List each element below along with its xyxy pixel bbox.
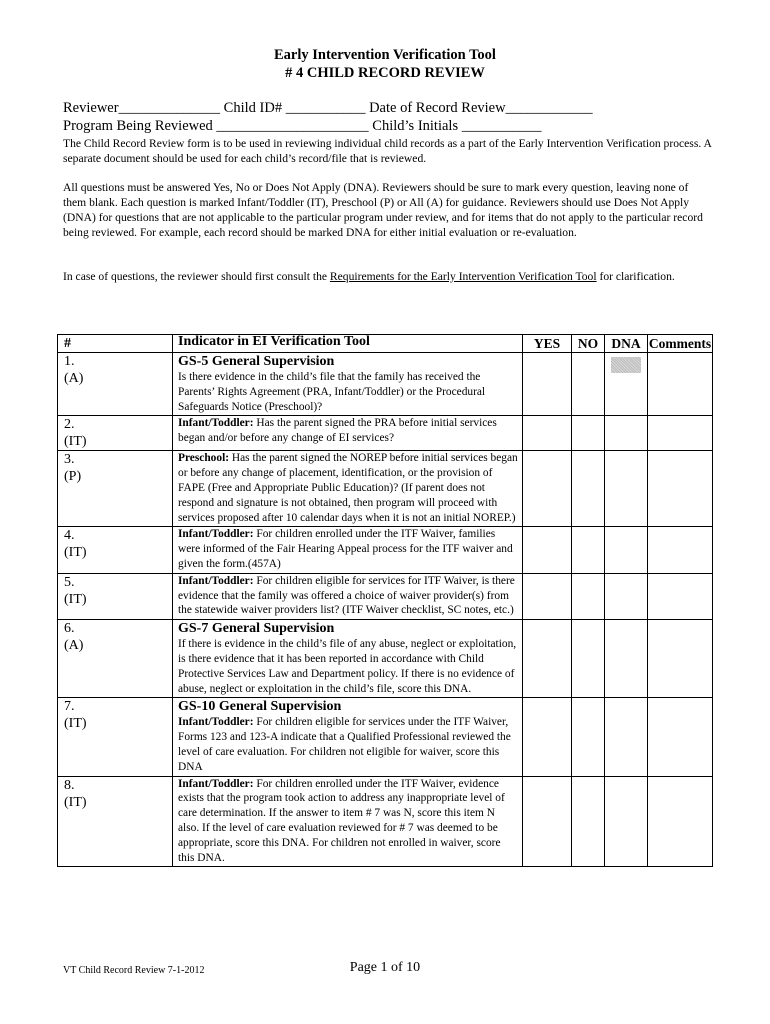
intro-paragraph-2: All questions must be answered Yes, No or Does Not Apply (DNA). Reviewers should be sure to mark every question, leaving none of them blank. Each question is marked Infant/Toddler (IT), Preschool (P) or All (A) for guidance. Reviewers should use Does Not Apply (DNA) for questions that are not applicable to the particular program under review, and for items that do not apply to the particular record being reviewed. For example, each record should be marked DNA for either initial evaluation or re-evaluation. [63,181,703,239]
no-answer-cell[interactable] [572,620,605,698]
indicator-cell [173,353,523,416]
yes-answer-cell[interactable] [523,451,572,527]
document-subtitle: # 4 CHILD RECORD REVIEW [285,65,485,81]
item-code: (IT) [64,434,87,450]
review-table [57,334,713,867]
indicator-cell [173,620,523,698]
indicator-text: For children eligible for services under the ITF Waiver, Forms 123 and 123-A indicate that a Qualified Professional reviewed the level of care evaluation. For children not eligible for waiver, score this DNA [178,716,511,773]
indicator-cell [173,527,523,573]
header-dna: DNA [605,335,648,353]
item-code: (P) [64,469,82,485]
comments-answer-cell[interactable] [648,620,713,698]
item-number-cell [58,353,173,416]
indicator-label: Infant/Toddler: [178,528,254,541]
item-number-cell [58,573,173,619]
comments-answer-cell[interactable] [648,451,713,527]
dna-answer-cell[interactable] [605,527,648,573]
dna-answer-cell[interactable] [605,573,648,619]
intro-paragraph-3 [63,269,713,284]
dna-answer-cell[interactable] [605,698,648,776]
header-yes: YES [523,335,572,353]
item-code: (IT) [64,716,87,732]
item-number: 8. [64,777,75,793]
no-answer-cell[interactable] [572,416,605,451]
intro-p3-text-after: for clarification. [596,270,675,283]
header-comments: Comments [648,336,712,351]
comments-answer-cell[interactable] [648,353,713,416]
dna-answer-cell[interactable] [605,620,648,698]
indicator-label: Infant/Toddler: [178,417,254,430]
intro-p3-text-before: In case of questions, the reviewer should first consult the [63,270,330,283]
indicator-text: Is there evidence in the child’s file that the family has received the Parents’ Rights Agreement (PRA, Infant/Toddler) or the Procedural Safeguards Notice (Preschool)? [178,371,486,413]
indicator-label: Infant/Toddler: [178,716,254,729]
comments-answer-cell[interactable] [648,527,713,573]
table-row [58,416,713,451]
comments-answer-cell[interactable] [648,776,713,867]
table-row [58,353,713,416]
yes-answer-cell[interactable] [523,573,572,619]
item-code: (IT) [64,591,87,607]
requirements-link[interactable]: Requirements for the Early Intervention Verification Tool [329,270,597,283]
indicator-text: For children eligible for services for ITF Waiver, is there evidence that the family was offered a choice of waiver provider(s) from the statewide waiver providers list? (ITF Waiver checklist, SC notes, etc.) [178,574,515,617]
comments-answer-cell[interactable] [648,698,713,776]
dna-answer-cell[interactable] [605,776,648,867]
yes-answer-cell[interactable] [523,698,572,776]
item-number-cell [58,776,173,867]
indicator-text: Has the parent signed the NOREP before initial services began or before any change of placement, identification, or the provision of FAPE (Free and Appropriate Public Education)? (If parent does not respond and signature is not obtained, then program will proceed with services proposed after 10 calendar days when it is not an initial NOREP.) [178,452,518,524]
item-number-cell [58,620,173,698]
indicator-label: Preschool: [178,452,230,465]
table-row [58,698,713,776]
indicator-cell [173,416,523,451]
indicator-text: For children enrolled under the ITF Waiver, families were informed of the Fair Hearing Appeal process for the ITF waiver and given the form.(457A) [178,528,513,570]
item-code: (IT) [64,794,87,810]
item-number: 6. [64,621,75,637]
item-number: 3. [64,452,75,468]
table-row [58,451,713,527]
no-answer-cell[interactable] [572,451,605,527]
yes-answer-cell[interactable] [523,776,572,867]
no-answer-cell[interactable] [572,527,605,573]
item-number-cell [58,451,173,527]
indicator-cell [173,698,523,776]
no-answer-cell[interactable] [572,776,605,867]
intro-paragraph-1: The Child Record Review form is to be used in reviewing individual child records as a part of the Early Intervention Verification process. A separate document should be used for each child’s record/file that is reviewed. [63,137,712,165]
item-number: 1. [64,354,75,369]
item-code: (A) [64,371,84,386]
comments-answer-cell[interactable] [648,416,713,451]
indicator-label: Infant/Toddler: [178,777,254,790]
item-number-cell [58,527,173,573]
section-heading: GS-7 General Supervision [178,621,335,637]
header-no: NO [572,335,605,353]
item-number: 2. [64,417,75,433]
no-answer-cell[interactable] [572,573,605,619]
header-number: # [58,335,173,353]
yes-answer-cell[interactable] [523,353,572,416]
shaded-box [611,357,641,373]
page-number: Page 1 of 10 [349,960,421,975]
yes-answer-cell[interactable] [523,416,572,451]
indicator-text: Has the parent signed the PRA before initial services began and/or before any change of EI services? [178,417,497,445]
indicator-cell [173,573,523,619]
dna-answer-cell[interactable] [605,451,648,527]
header-indicator: Indicator in EI Verification Tool [173,335,523,353]
indicator-label: Infant/Toddler: [178,574,254,587]
item-number: 4. [64,528,75,544]
document-title: Early Intervention Verification Tool [274,47,496,63]
table-row [58,573,713,619]
indicator-cell [173,451,523,527]
indicator-text: If there is evidence in the child’s file of any abuse, neglect or exploitation, is there evidence that it has been reported in accordance with Child Protective Services Law and Department policy. If there is no evidence of abuse, neglect or exploitation in the child’s file, score this DNA. [178,638,517,695]
dna-answer-cell[interactable] [605,416,648,451]
item-code: (A) [64,638,84,654]
reviewer-fields-line[interactable]: Reviewer______________ Child ID# ___________ Date of Record Review____________ [63,100,593,116]
indicator-cell [173,776,523,867]
table-row [58,776,713,867]
program-fields-line[interactable]: Program Being Reviewed _____________________ Child’s Initials ___________ [63,118,542,134]
dna-answer-cell[interactable] [605,353,648,416]
section-heading: GS-5 General Supervision [178,354,335,369]
item-code: (IT) [64,545,87,561]
table-row [58,620,713,698]
item-number-cell [58,416,173,451]
comments-answer-cell[interactable] [648,573,713,619]
section-heading: GS-10 General Supervision [178,699,342,715]
table-row [58,527,713,573]
yes-answer-cell[interactable] [523,620,572,698]
no-answer-cell[interactable] [572,353,605,416]
no-answer-cell[interactable] [572,698,605,776]
table-header-row [58,335,713,353]
yes-answer-cell[interactable] [523,527,572,573]
item-number: 7. [64,699,75,715]
footer-form-id: VT Child Record Review 7-1-2012 [63,965,205,976]
item-number: 5. [64,574,75,590]
item-number-cell [58,698,173,776]
indicator-text: For children enrolled under the ITF Waiver, evidence exists that the program took action to address any inappropriate level of care determination. If the answer to item # 7 was N, score this item N also. If the level of care evaluation reviewed for # 7 was deemed to be appropriate, score this DNA. For children not enrolled in waiver, score this DNA. [178,777,505,864]
